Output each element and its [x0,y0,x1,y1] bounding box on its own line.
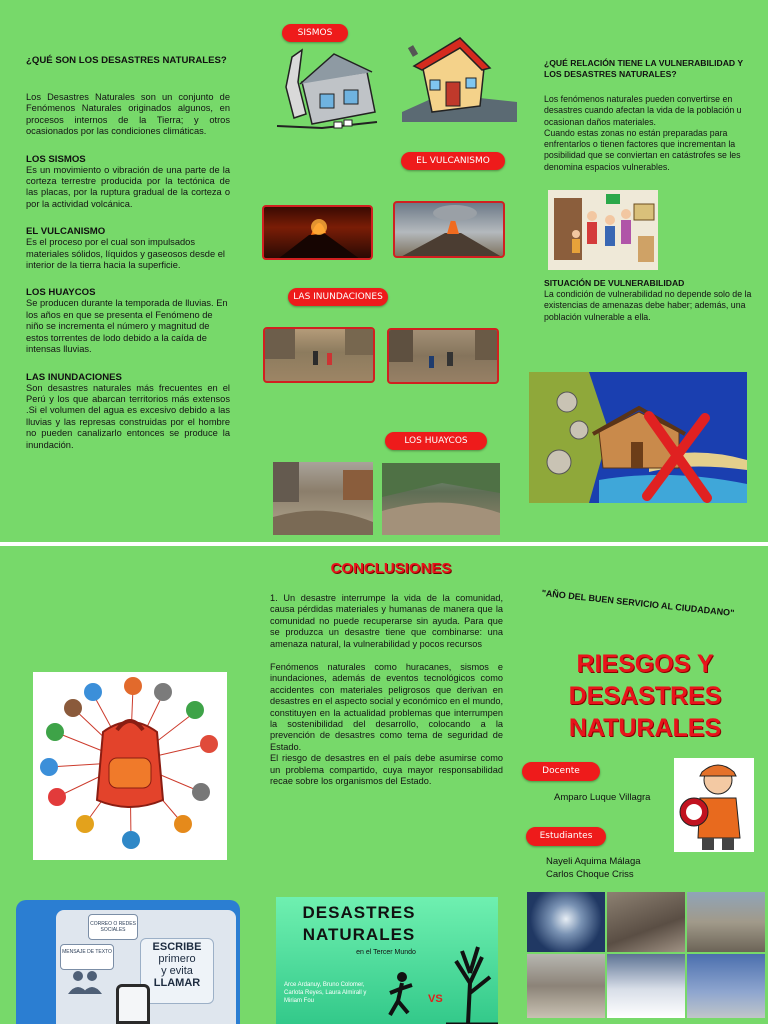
conclusiones-title: CONCLUSIONES [330,560,452,577]
book-cover [276,897,498,1024]
students-list [546,855,641,881]
collage-hurricane [527,892,605,952]
docente-name: Amparo Luque Villagra [554,792,651,803]
disasters-photo-collage [527,892,765,1018]
book-subtitle: en el Tercer Mundo [356,949,416,956]
cover-title-line-3: NATURALES [568,714,722,742]
pill-vulcanismo: EL VULCANISMO [401,152,505,170]
rescuer-mascot-illustration [674,758,754,852]
text-que-son: Los Desastres Naturales son un conjunto de Fenómenos Naturales originados algunos, en procesos internos de la Tierra; y otros ocasionados por las condiciones climáticas. [26,92,230,137]
tip-box [140,938,214,1004]
right-column-vulnerability [544,278,762,323]
cover-title-line-1: RIESGOS Y [576,650,714,678]
bubble-email-social: CORREO O REDES SOCIALES [88,914,138,940]
book-art-tree-runner [386,943,498,1024]
collage-flooded-truck [687,892,765,952]
earthquake-house-illustration [272,42,382,132]
brochure-cover-panel [0,546,768,1024]
tilting-house-illustration [402,34,517,122]
heading-sismos: LOS SISMOS [26,153,86,165]
student-1: Nayeli Aquima Málaga [546,856,641,867]
bubble-text-message: MENSAJE DE TEXTO [60,944,114,970]
pill-sismos: SISMOS [282,24,348,42]
text-inundaciones: Son desastres naturales más frecuentes en el Perú y los que abarcan territorios más extensos .Si el volumen del agua es excesivo debido a las lluvias y las represas construidas por el hombre no pueden canalizarlo entonces se produce la inundación. [26,382,230,450]
tip-line-2: primero [158,953,196,965]
volcano-night-photo [262,205,373,260]
cover-title-line-2: DESASTRES [568,682,722,710]
volcano-day-photo [393,201,505,258]
book-title-1: DESASTRES [302,903,416,922]
heading-huaycos: LOS HUAYCOS [26,287,96,299]
text-situacion: La condición de vulnerabilidad no depende solo de la existencias de amenazas debe haber; además, una población vulnerable a ella. [544,289,752,322]
book-authors: Arce Ardanuy, Bruno Colomer, Carlota Reyes, Laura Almirall y Miriam Fou [284,982,367,1004]
collage-tornado [687,954,765,1018]
pill-estudiantes: Estudiantes [526,827,606,846]
landslide-house-illustration [529,372,747,503]
book-vs: VS [428,993,443,1005]
student-2: Carlos Choque Criss [546,869,634,880]
heading-vulcanismo: EL VULCANISMO [26,226,106,238]
right-column [544,58,762,173]
text-relacion-1: Los fenómenos naturales pueden convertirse en desastres cuando afectan la vida de la población u ocasionan daños materiales. [544,94,742,127]
collage-drought [527,954,605,1018]
heading-situacion: SITUACIÓN DE VULNERABILIDAD [544,278,685,288]
collage-tsunami [607,954,685,1018]
motto-curve [518,587,758,630]
heading-que-son: ¿QUÉ SON LOS DESASTRES NATURALES? [26,55,227,66]
text-vulcanismo: Es el proceso por el cual son impulsados materiales sólidos, líquidos y gaseosos desde el interior de la tierra hacia la superficie. [26,237,225,271]
flood-street-photo-1 [263,327,375,383]
left-column [26,55,230,451]
conclusion-3: El riesgo de desastres en el país debe asumirse como un problema compartido, cuya mayor responsabilidad recae sobre los organismos del Estado. [270,753,503,787]
conclusiones-text [270,593,503,788]
emergency-kit-infographic [33,672,227,860]
phone-icon [116,984,150,1024]
cover-title [540,648,750,744]
text-sismos: Es un movimiento o vibración de una parte de la corteza terrestre producida por la tectónica de las placas, por la ruptura gradual de la corteza o por la actividad volcánica. [26,164,230,209]
evacuation-family-illustration [548,190,658,270]
collage-rubble [607,892,685,952]
conclusion-1: 1. Un desastre interrumpe la vida de la comunidad, causa pérdidas materiales y humanas de manera que la comunidad no puede recuperarse sin ayuda. Para que se produzca un desastre tiene que combinarse: una amenaza natural, la vulnerabilidad y pocos recursos [270,593,503,649]
tip-line-3: y evita [161,965,193,977]
text-relacion-2: Cuando estas zonas no están preparadas para enfrentarlos o tienen factores que incrementan la posibilidad que se conviertan en catástrofes se les denomina espacios vulnerables. [544,127,741,172]
huayco-photo-2 [382,463,500,535]
motto: "AÑO DEL BUEN SERVICIO AL CIUDADANO" [541,587,735,619]
heading-inundaciones: LAS INUNDACIONES [26,371,122,383]
heading-relacion: ¿QUÉ RELACIÓN TIENE LA VULNERABILIDAD Y LOS DESASTRES NATURALES? [544,58,743,79]
text-huaycos: Se producen durante la temporada de lluvias. En los años en que se presenta el Fenómeno de niño se incrementa el número y magnitud de estos torrentes de lodo debido a la caída de intensas lluvias. [26,298,228,355]
flood-street-photo-2 [387,328,499,384]
tip-line-4: LLAMAR [153,977,201,989]
pill-huaycos: LOS HUAYCOS [385,432,487,450]
communication-tip-card [16,900,240,1024]
book-title-2: NATURALES [302,925,416,944]
tip-line-1: ESCRIBE [152,941,202,953]
pill-docente: Docente [522,762,600,781]
huayco-photo-1 [273,462,373,535]
conclusion-2: Fenómenos naturales como huracanes, sismos e inundaciones, además de eventos tecnológicos como accidentes con materiales peligrosos que derivan en desastres en el aspecto social y económico en el mundo, constituyen en la actualidad problemas que interrumpen la sostenibilidad del desarrollo, colocando a la prevención de desastres como tema de seguridad de Estado. [270,662,503,752]
people-icon [68,970,102,994]
pill-inundaciones: LAS INUNDACIONES [288,288,388,306]
